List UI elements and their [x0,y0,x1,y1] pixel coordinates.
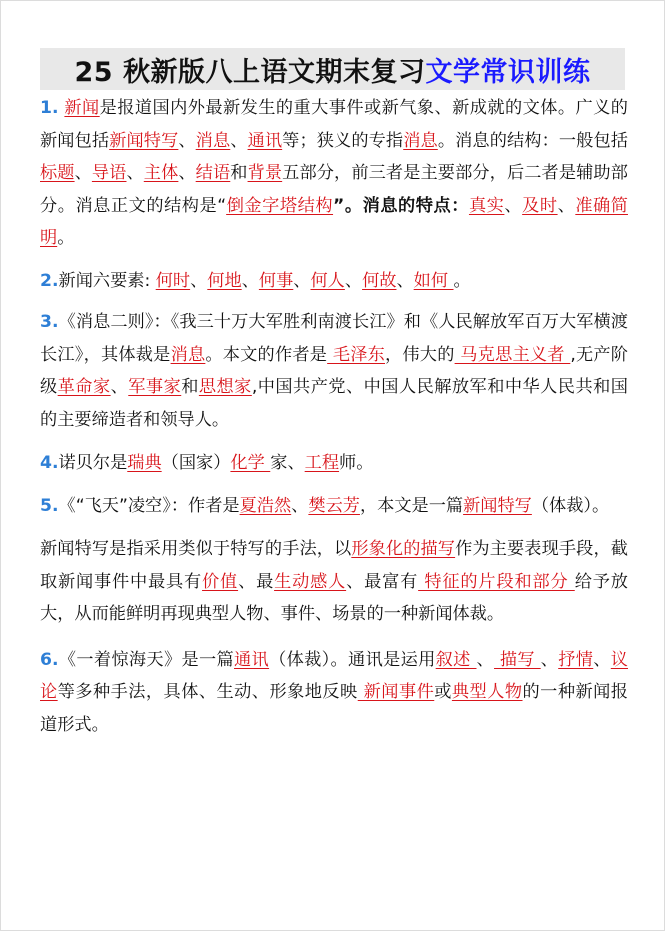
answer: 新闻 [64,98,100,118]
answer: 价值 [202,571,239,592]
question-number: 5. [40,495,59,516]
question-2 [40,265,628,298]
text: 作为主要表现手段，截取新闻事件中最具有 [40,539,628,592]
text: 和 [230,163,248,183]
answer: 如何 [413,270,454,291]
text: 是报道国内外最新发生的重大事件或新气象、新成就的文体。广义的新闻包括 [40,98,628,151]
question-1 [40,92,628,255]
answer: 结语 [195,163,231,183]
answer: 化学 [230,453,271,473]
text: ，本文是一篇 [359,495,464,516]
answer: 何人 [310,270,345,291]
answer: 瑞典 [127,453,162,473]
answer: 真实 [468,195,505,216]
text: 、 [593,649,611,670]
text: 师。 [339,453,374,473]
answer: 新闻特写 [109,130,179,151]
title-blue-part: 文学常识训练 [425,56,591,88]
text: 、 [230,130,248,151]
text: 、最 [238,571,275,592]
text: 、 [241,270,259,291]
answer: 何故 [362,270,397,291]
text: 和 [181,377,199,397]
text: 等；狭义的专指 [282,130,404,151]
answer: 何事 [258,270,294,291]
text: 、 [557,195,576,216]
answer: 通讯 [234,649,270,670]
text: 、最富有 [346,571,419,592]
answer: 军事家 [128,377,182,397]
text: 、 [540,649,559,670]
answer: 何时 [155,270,191,291]
answer: 倒金字塔结构 [226,195,334,216]
text: 新闻六要素: [58,270,156,291]
text: 。 [57,228,75,248]
answer: 准确简明 [40,195,628,248]
answer: 标题 [40,163,75,183]
text: 等多种手法，具体、生动、形象地反映 [57,682,358,702]
text: 、 [74,163,92,183]
answer: 消息 [170,344,206,365]
answer: 樊云芳 [308,495,360,516]
answer: 新闻特写 [463,495,532,516]
answer: 及时 [522,195,558,216]
answer: 描写 [494,649,541,670]
text: 《一着惊海天》是一篇 [58,649,235,670]
text: 。本文的作者是 [205,344,328,365]
answer: 典型人物 [451,682,523,702]
text: 。 [453,270,471,291]
text: 、 [291,495,309,516]
text: 、 [178,163,196,183]
text: ，伟大的 [385,344,455,365]
answer: 形象化的描写 [351,539,456,559]
text: 、 [126,163,144,183]
document-body [40,92,628,741]
answer: 马克思主义者 [454,344,571,365]
question-6 [40,644,628,742]
text: 、 [293,270,311,291]
answer: 主体 [143,163,179,183]
answer: 消息 [403,130,438,151]
answer: 生动感人 [274,571,347,592]
question-number: 6. [40,649,59,670]
text: 《消息二则》：《我三十万大军胜利南渡长江》和《人民解放军百万大军横渡长江》，其体裁是 [40,312,628,365]
answer: 夏浩然 [239,495,292,516]
text: 、 [396,270,414,291]
text: （国家） [161,453,231,473]
question-number: 4. [40,453,59,473]
answer: 抒情 [558,649,594,670]
question-5-explanation [40,533,628,631]
text: 《“飞天”凌空》：作者是 [58,495,240,516]
answer: 消息 [195,130,231,151]
text: 或 [434,682,452,702]
text: 的一种新闻报道形式。 [40,682,628,735]
question-5 [40,490,628,523]
question-3 [40,306,628,436]
answer: 通讯 [247,130,283,151]
text: （体裁）。通讯是运用 [269,649,436,670]
answer: 何地 [207,270,242,291]
answer: 叙述 [435,649,477,670]
question-4 [40,447,628,480]
text: ”。消息的特点： [333,195,469,216]
text: 。消息的结构：一般包括 [437,130,628,151]
answer: 议论 [40,649,628,702]
answer: 思想家 [198,377,252,397]
answer: 革命家 [57,377,111,397]
text: 、 [344,270,363,291]
text: ,无产阶级 [40,344,628,397]
text: 、 [504,195,523,216]
text: （体裁）。 [531,495,610,516]
text: 给予放大，从而能鲜明再现典型人物、事件、场景的一种新闻体裁。 [40,571,628,624]
answer: 特征的片段和部分 [418,571,575,592]
text: 五部分，前三者是主要部分，后二者是辅助部分。消息正文的结构是“ [40,163,628,216]
answer: 导语 [91,163,127,183]
text: 、 [178,130,196,151]
answer: 新闻事件 [357,682,435,702]
answer: 工程 [304,453,340,473]
page-title [40,48,625,90]
text: 家、 [270,453,305,473]
answer: 背景 [247,163,283,183]
text: 、 [476,649,495,670]
question-number: 2. [40,270,59,291]
text: ,中国共产党、中国人民解放军和中华人民共和国的主要缔造者和领导人。 [40,377,628,430]
question-number: 1. [40,98,59,118]
text: 新闻特写是指采用类似于特写的手法，以 [40,539,352,559]
text: 、 [110,377,129,397]
text: 、 [190,270,208,291]
question-number: 3. [40,312,59,332]
answer: 毛泽东 [327,344,386,365]
text: 诺贝尔是 [58,453,128,473]
title-black-part: 25 秋新版八上语文期末复习 [74,56,426,88]
